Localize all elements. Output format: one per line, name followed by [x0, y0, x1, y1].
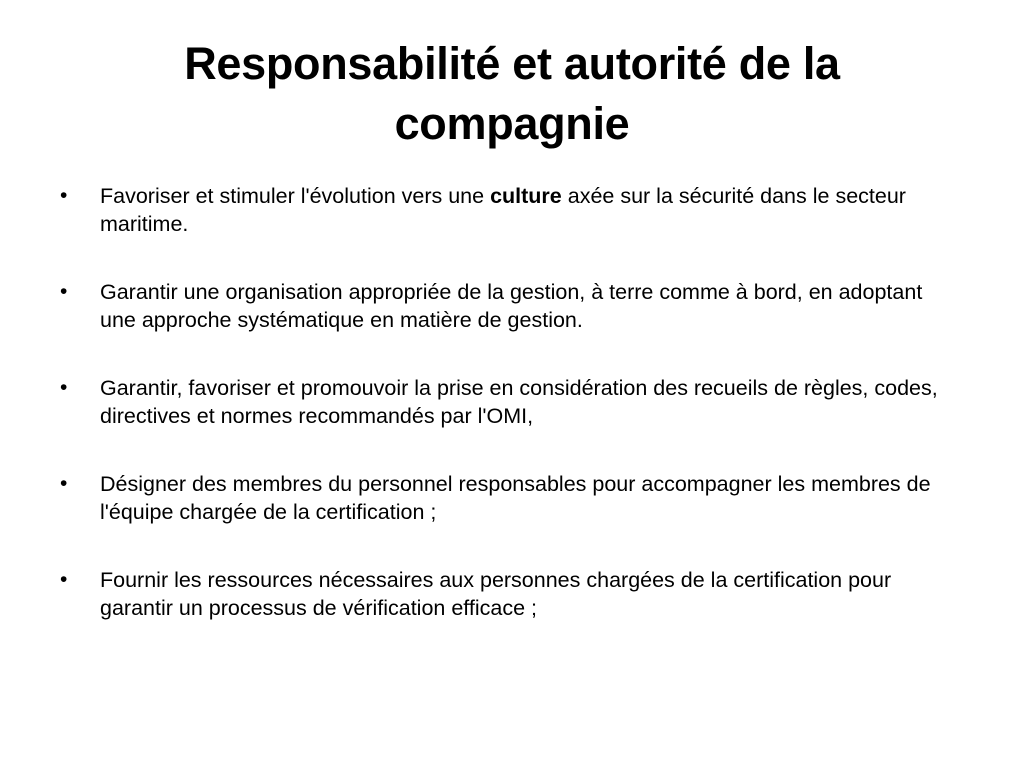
bullet-item	[60, 374, 960, 430]
bullet-marker: •	[60, 280, 68, 303]
bullet-text: Fournir les ressources nécessaires aux personnes chargées de la certification pour garantir un processus de vérification efficace ;	[100, 568, 892, 620]
bullet-text: Garantir une organisation appropriée de la gestion, à terre comme à bord, en adoptant une approche systématique en matière de gestion.	[100, 280, 923, 332]
bullet-marker: •	[60, 184, 68, 207]
bullet-item	[60, 566, 960, 622]
bullet-marker: •	[60, 472, 68, 495]
bullet-list	[60, 182, 960, 662]
bullet-text: Garantir, favoriser et promouvoir la prise en considération des recueils de règles, codes, directives et normes recommandés par l'OMI,	[100, 376, 938, 428]
bullet-item	[60, 182, 960, 238]
slide-title: Responsabilité et autorité de la compagnie	[184, 38, 840, 149]
bullet-text-end: axée sur la sécurité dans le secteur maritime.	[100, 184, 906, 236]
bullet-marker: •	[60, 568, 68, 591]
bullet-text-start: Favoriser et stimuler l'évolution vers une	[100, 184, 491, 208]
bullet-emphasis: culture	[490, 184, 562, 208]
bullet-text: Désigner des membres du personnel responsables pour accompagner les membres de l'équipe chargée de la certification ;	[100, 472, 931, 524]
bullet-item	[60, 278, 960, 334]
bullet-item	[60, 470, 960, 526]
bullet-marker: •	[60, 376, 68, 399]
